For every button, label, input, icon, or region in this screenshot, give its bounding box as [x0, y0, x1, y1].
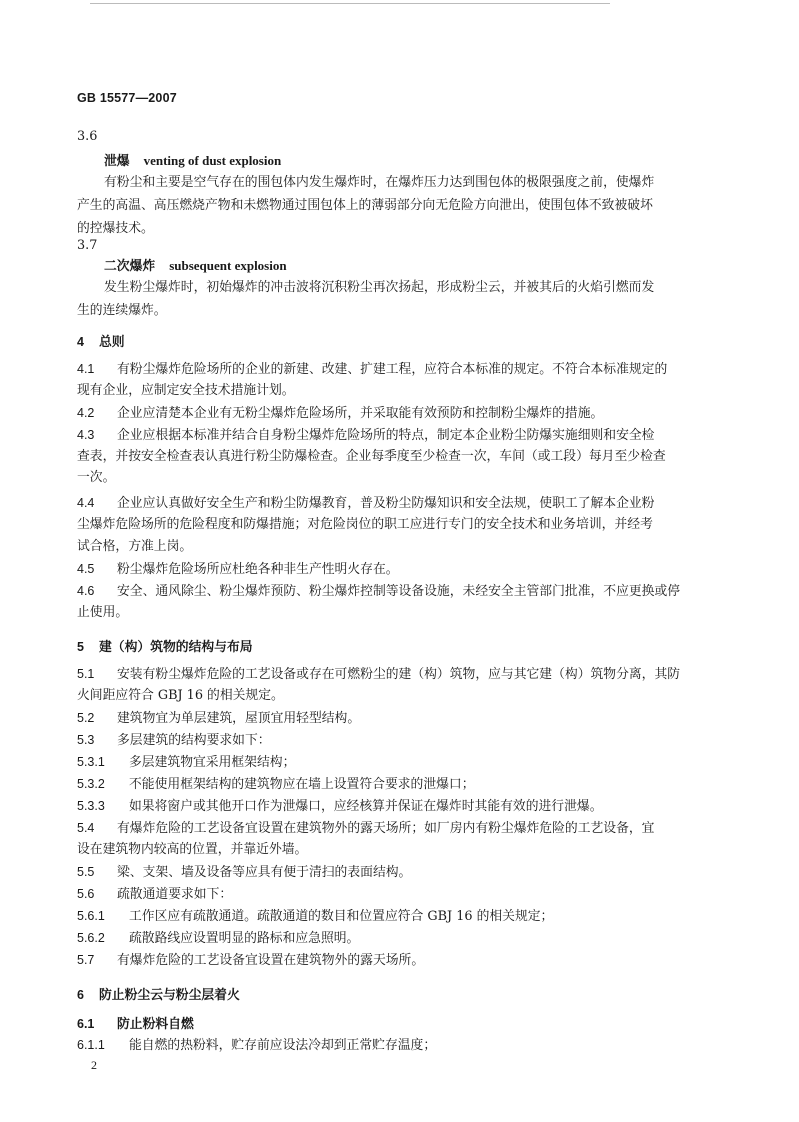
clause: 6.1.1 能自燃的热粉料，贮存前应设法冷却到正常贮存温度；	[77, 1038, 437, 1053]
section-heading: 5 建（构）筑物的结构与布局	[77, 640, 253, 655]
clause-line: 现有企业，应制定安全技术措施计划。	[77, 383, 295, 398]
term-chinese: 泄爆	[104, 154, 130, 169]
page-number: 2	[91, 1058, 97, 1072]
clause: 4.1 有粉尘爆炸危险场所的企业的新建、改建、扩建工程，应符合本标准的规定。不符合本标准规定的	[77, 362, 668, 377]
clause: 4.5 粉尘爆炸危险场所应杜绝各种非生产性明火存在。	[77, 562, 399, 577]
clause-line: 查表，并按安全检查表认真进行粉尘防爆检查。企业每季度至少检查一次，车间（或工段）每月至少检查	[77, 449, 666, 464]
clause: 5.7 有爆炸危险的工艺设备宜设置在建筑物外的露天场所。	[77, 953, 425, 968]
clause: 5.1 安装有粉尘爆炸危险的工艺设备或存在可燃粉尘的建（构）筑物，应与其它建（构）筑物分离，其防	[77, 667, 681, 682]
term-heading	[104, 154, 281, 169]
term-english: venting of dust explosion	[143, 153, 282, 168]
clause: 5.4 有爆炸危险的工艺设备宜设置在建筑物外的露天场所；如厂房内有粉尘爆炸危险的工艺设备，宜	[77, 821, 655, 836]
clause-line: 火间距应符合 GBJ 16 的相关规定。	[77, 688, 284, 703]
clause-line: 尘爆炸危险场所的危险程度和防爆措施；对危险岗位的职工应进行专门的安全技术和业务培训，并经考	[77, 517, 653, 532]
clause: 4.4 企业应认真做好安全生产和粉尘防爆教育，普及粉尘防爆知识和安全法规，使职工了解本企业粉	[77, 496, 655, 511]
clause: 4.2 企业应清楚本企业有无粉尘爆炸危险场所，并采取能有效预防和控制粉尘爆炸的措施。	[77, 406, 604, 421]
clause: 5.3.1 多层建筑物宜采用框架结构；	[77, 755, 296, 770]
clause: 4.3 企业应根据本标准并结合自身粉尘爆炸危险场所的特点，制定本企业粉尘防爆实施细则和安全检	[77, 428, 655, 443]
clause: 4.6 安全、通风除尘、粉尘爆炸预防、粉尘爆炸控制等设备设施，未经安全主管部门批准，不应更换或停	[77, 584, 681, 599]
definition-line: 发生粉尘爆炸时，初始爆炸的冲击波将沉积粉尘再次扬起，形成粉尘云，并被其后的火焰引燃而发	[104, 280, 655, 295]
clause: 5.2 建筑物宜为单层建筑，屋顶宜用轻型结构。	[77, 711, 361, 726]
clause: 5.6.2 疏散路线应设置明显的路标和应急照明。	[77, 931, 360, 946]
clause-line: 一次。	[77, 470, 116, 485]
definition-line: 的控爆技术。	[77, 221, 154, 236]
clause: 5.3 多层建筑的结构要求如下：	[77, 733, 271, 748]
clause: 5.6.1 工作区应有疏散通道。疏散通道的数目和位置应符合 GBJ 16 的相关规定；	[77, 909, 554, 924]
section-heading: 4 总则	[77, 335, 125, 350]
definition-line: 生的连续爆炸。	[77, 303, 167, 318]
clause-line: 止使用。	[77, 605, 129, 620]
clause: 5.6 疏散通道要求如下：	[77, 887, 233, 902]
section-heading: 6 防止粉尘云与粉尘层着火	[77, 988, 240, 1003]
standard-header: GB 15577—2007	[77, 91, 177, 105]
subsection-heading: 6.1 防止粉料自燃	[77, 1017, 194, 1032]
term-chinese: 二次爆炸	[104, 259, 156, 274]
term-number: 3.7	[77, 238, 98, 253]
clause: 5.5 梁、支架、墙及设备等应具有便于清扫的表面结构。	[77, 865, 412, 880]
definition-line: 有粉尘和主要是空气存在的围包体内发生爆炸时，在爆炸压力达到围包体的极限强度之前，使爆炸	[104, 175, 655, 190]
clause-line: 设在建筑物内较高的位置，并靠近外墙。	[77, 842, 308, 857]
term-heading	[104, 259, 287, 274]
clause: 5.3.3 如果将窗户或其他开口作为泄爆口，应经核算并保证在爆炸时其能有效的进行泄爆。	[77, 799, 603, 814]
clause-line: 试合格，方准上岗。	[77, 539, 193, 554]
clause: 5.3.2 不能使用框架结构的建筑物应在墙上设置符合要求的泄爆口；	[77, 777, 475, 792]
term-number: 3.6	[77, 129, 98, 144]
definition-line: 产生的高温、高压燃烧产物和未燃物通过围包体上的薄弱部分向无危险方向泄出，使围包体不致被破坏	[77, 198, 653, 213]
scan-top-edge	[90, 3, 610, 4]
term-english: subsequent explosion	[169, 258, 287, 273]
